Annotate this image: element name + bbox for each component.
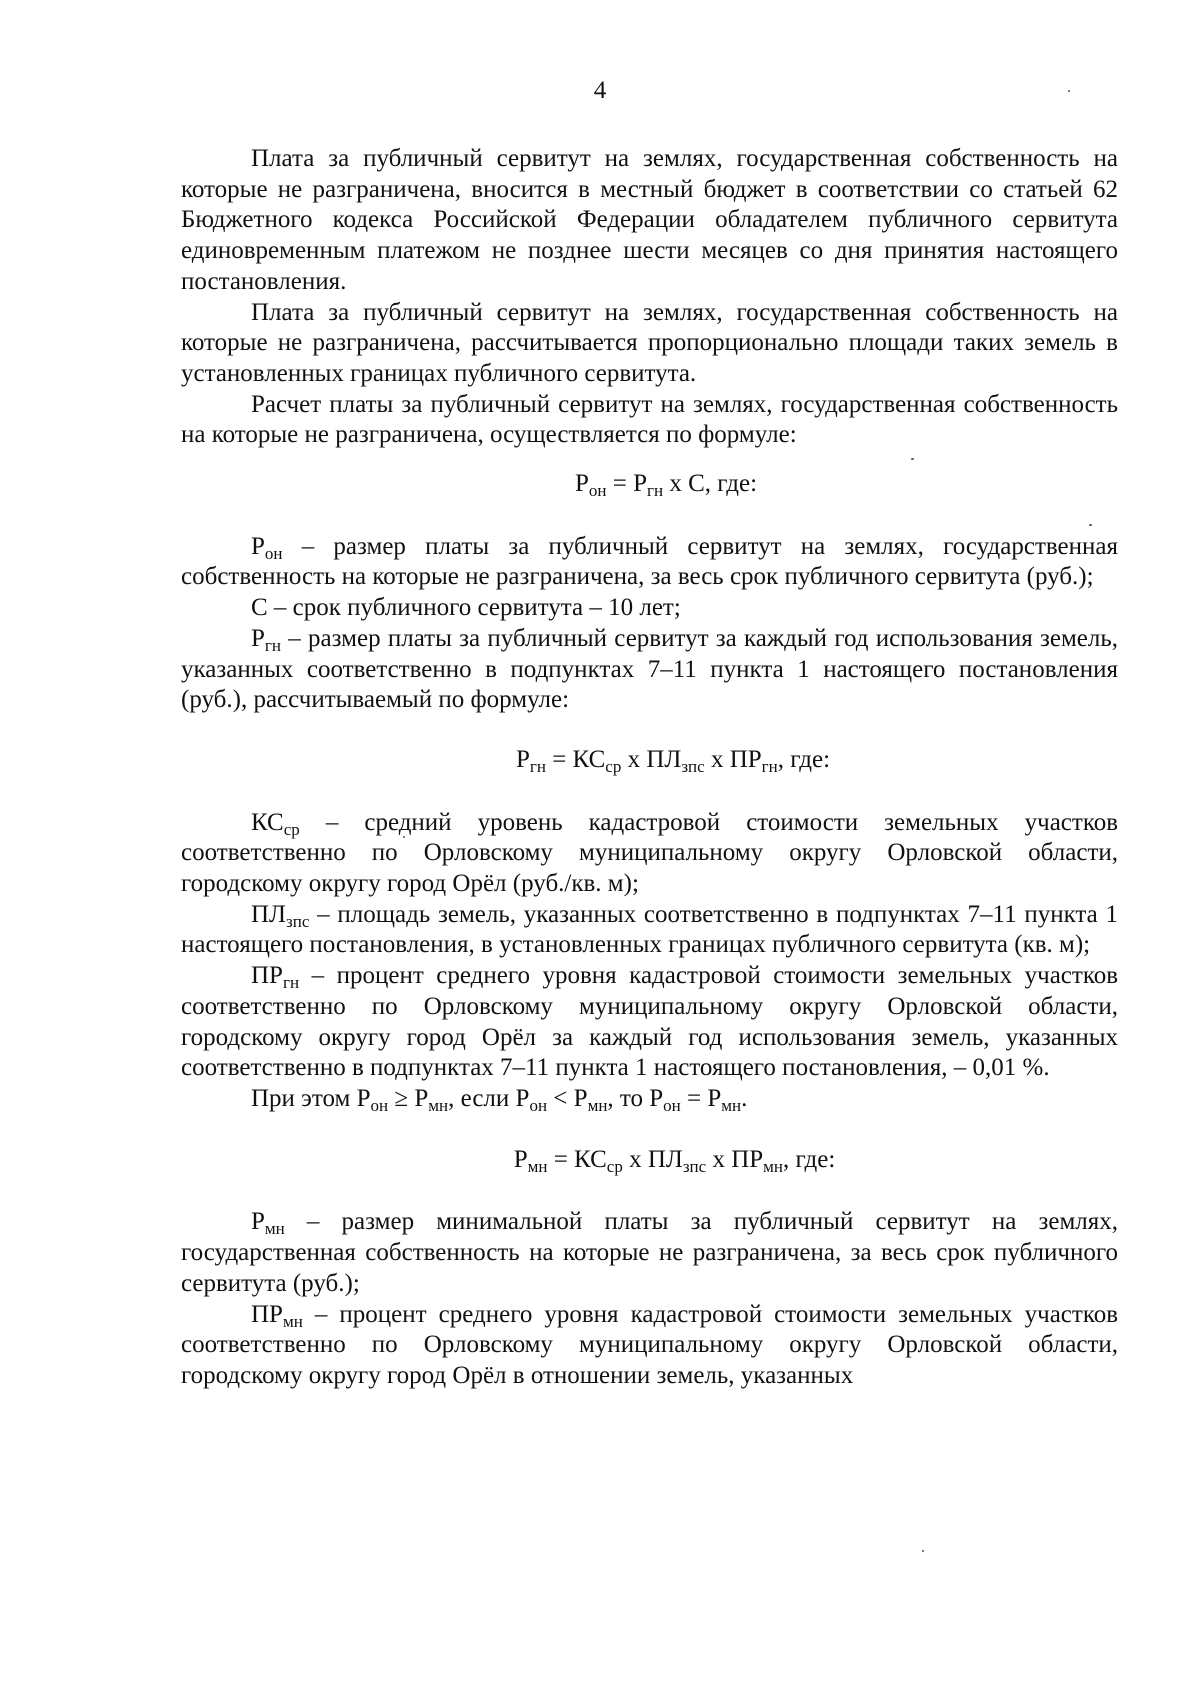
paragraph-formula-intro: Расчет платы за публичный сервитут на землях, государственная собственность на которые не разграничена, осуществляется по формуле: [181, 390, 1118, 449]
formula-pmn: $Р_{мн} = КС_{ср}$ х $ПЛ_{зпс}$ х $ПР_{мн}$, где: [513, 1145, 836, 1176]
condition-min-payment: При этом $Р_{он} \ge Р_{мн}$, если $Р_{он} < Р_{мн}$, то $Р_{он} = Р_{мн}$. [251, 1084, 748, 1115]
scan-speck [1089, 524, 1092, 526]
paragraph-payment-deposit: Плата за публичный сервитут на землях, государственная собственность на которые не разграничена, вносится в местный бюджет в соответствии со статьей 62 Бюджетного кодекса Российской Федерации обладателем публичного сервитута единовременным платежом не позднее шести месяцев со дня принятия настоящего постановления. [181, 145, 1118, 295]
definition-pon: $Р_{он}$ – размер платы за публичный сервитут на землях, государственная собственность на которые не разграничена, за весь срок публичного сервитута (руб.); [181, 532, 1118, 591]
definition-pgn: $Р_{гн}$ – размер платы за публичный сервитут за каждый год использования земель, указанных соответственно в подпунктах 7–11 пункта 1 настоящего постановления (руб.), рассчитываемый по формуле: [181, 624, 1118, 714]
definition-ks: $КС_{ср}$ – средний уровень кадастровой стоимости земельных участков соответственно по Орловскому муниципальному округу Орловской области, городскому округу город Орёл (руб./кв. м); [181, 808, 1118, 898]
definition-pmn: $Р_{мн}$ – размер минимальной платы за публичный сервитут на землях, государственная собственность на которые не разграничена, за весь срок публичного сервитута (руб.); [181, 1208, 1118, 1297]
formula-pgn: $Р_{гн} = КС_{ср}$ х $ПЛ_{зпс}$ х $ПР_{гн}$, где: [515, 745, 831, 776]
definition-prgn: $ПР_{гн}$ – процент среднего уровня кадастровой стоимости земельных участков соответственно по Орловскому муниципальному округу Орловской области, городскому округу город Орёл за каждый год использования земель, указанных соответственно в подпунктах 7–11 пункта 1 настоящего постановления, – 0,01 %. [181, 962, 1118, 1082]
formula-pon: $Р_{он} = Р_{гн}$ х С, где: [574, 470, 758, 501]
definition-pl: $ПЛ_{зпс}$ – площадь земель, указанных соответственно в подпунктах 7–11 пункта 1 настоящего постановления, в установленных границах публичного сервитута (кв. м); [181, 900, 1118, 959]
paragraph-proportional-calc: Плата за публичный сервитут на землях, государственная собственность на которые не разграничена, рассчитывается пропорционально площади таких земель в установленных границах публичного сервитута. [181, 298, 1118, 387]
scan-speck [922, 1550, 924, 1552]
page-number: 4 [593, 77, 607, 104]
definition-prmn: $ПР_{мн}$ – процент среднего уровня кадастровой стоимости земельных участков соответственно по Орловскому муниципальному округу Орловской области, городскому округу город Орёл в отношении земель, указанных [181, 1300, 1118, 1389]
scan-speck [403, 836, 405, 838]
document-body [181, 144, 1118, 1392]
scan-speck [911, 458, 914, 460]
definition-c: С – срок публичного сервитута – 10 лет; [251, 594, 681, 622]
scan-speck [1068, 90, 1070, 92]
